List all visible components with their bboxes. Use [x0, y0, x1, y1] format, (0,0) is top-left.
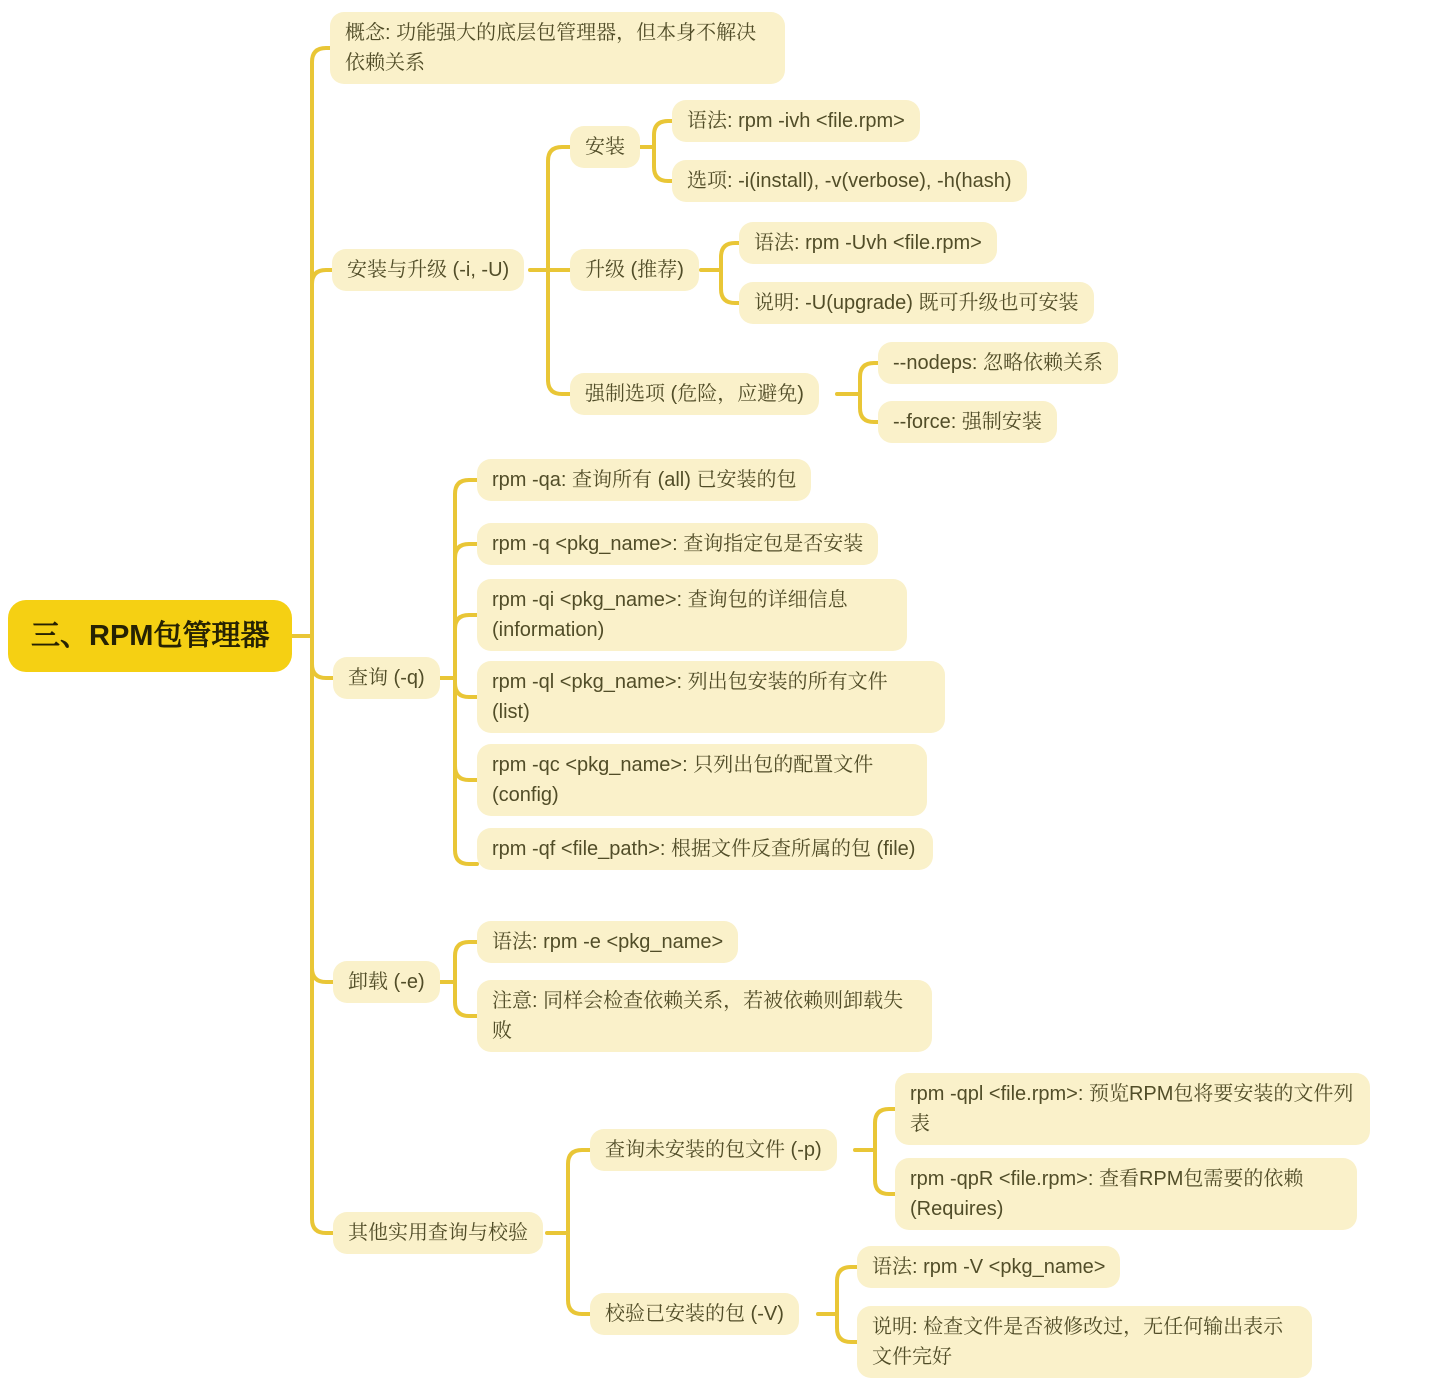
connector-upgrade — [701, 243, 739, 303]
node-upgrade[interactable]: 升级 (推荐) — [570, 249, 699, 291]
node-verify[interactable]: 校验已安装的包 (-V) — [590, 1293, 799, 1335]
connector-force-options — [837, 363, 878, 422]
node-install-options[interactable]: 选项: -i(install), -v(verbose), -h(hash) — [672, 160, 1027, 202]
node-install-syntax[interactable]: 语法: rpm -ivh <file.rpm> — [672, 100, 920, 142]
root-node[interactable]: 三、RPM包管理器 — [8, 600, 292, 672]
connector-install — [636, 121, 672, 181]
connector-install-upgrade — [530, 147, 570, 394]
node-erase-note[interactable]: 注意: 同样会检查依赖关系，若被依赖则卸载失败 — [477, 980, 932, 1052]
node-qpr[interactable]: rpm -qpR <file.rpm>: 查看RPM包需要的依赖 (Requires) — [895, 1158, 1357, 1230]
node-erase[interactable]: 卸载 (-e) — [333, 961, 440, 1003]
node-erase-syntax[interactable]: 语法: rpm -e <pkg_name> — [477, 921, 738, 963]
connector-verify — [818, 1267, 857, 1342]
node-force-options[interactable]: 强制选项 (危险，应避免) — [570, 373, 819, 415]
node-force-nodeps[interactable]: --nodeps: 忽略依赖关系 — [878, 342, 1118, 384]
node-install-upgrade[interactable]: 安装与升级 (-i, -U) — [332, 249, 524, 291]
node-force-force[interactable]: --force: 强制安装 — [878, 401, 1057, 443]
node-other[interactable]: 其他实用查询与校验 — [333, 1212, 543, 1254]
node-query-qi[interactable]: rpm -qi <pkg_name>: 查询包的详细信息 (information) — [477, 579, 907, 651]
connector-other — [547, 1150, 590, 1314]
node-qpl[interactable]: rpm -qpl <file.rpm>: 预览RPM包将要安装的文件列表 — [895, 1073, 1370, 1145]
node-query-qf[interactable]: rpm -qf <file_path>: 根据文件反查所属的包 (file) — [477, 828, 933, 870]
node-query-qa[interactable]: rpm -qa: 查询所有 (all) 已安装的包 — [477, 459, 811, 501]
node-install[interactable]: 安装 — [570, 126, 640, 168]
node-query-ql[interactable]: rpm -ql <pkg_name>: 列出包安装的所有文件 (list) — [477, 661, 945, 733]
node-query-pkg-file[interactable]: 查询未安装的包文件 (-p) — [590, 1129, 837, 1171]
node-verify-note[interactable]: 说明: 检查文件是否被修改过，无任何输出表示文件完好 — [857, 1306, 1312, 1378]
connector-query-pkg-file — [855, 1109, 895, 1194]
node-query[interactable]: 查询 (-q) — [333, 657, 440, 699]
node-upgrade-note[interactable]: 说明: -U(upgrade) 既可升级也可安装 — [739, 282, 1094, 324]
node-verify-syntax[interactable]: 语法: rpm -V <pkg_name> — [857, 1246, 1120, 1288]
connector-root-trunk — [290, 48, 333, 1233]
node-query-q[interactable]: rpm -q <pkg_name>: 查询指定包是否安装 — [477, 523, 878, 565]
node-upgrade-syntax[interactable]: 语法: rpm -Uvh <file.rpm> — [739, 222, 997, 264]
node-query-qc[interactable]: rpm -qc <pkg_name>: 只列出包的配置文件 (config) — [477, 744, 927, 816]
node-concept[interactable]: 概念: 功能强大的底层包管理器，但本身不解决依赖关系 — [330, 12, 785, 84]
